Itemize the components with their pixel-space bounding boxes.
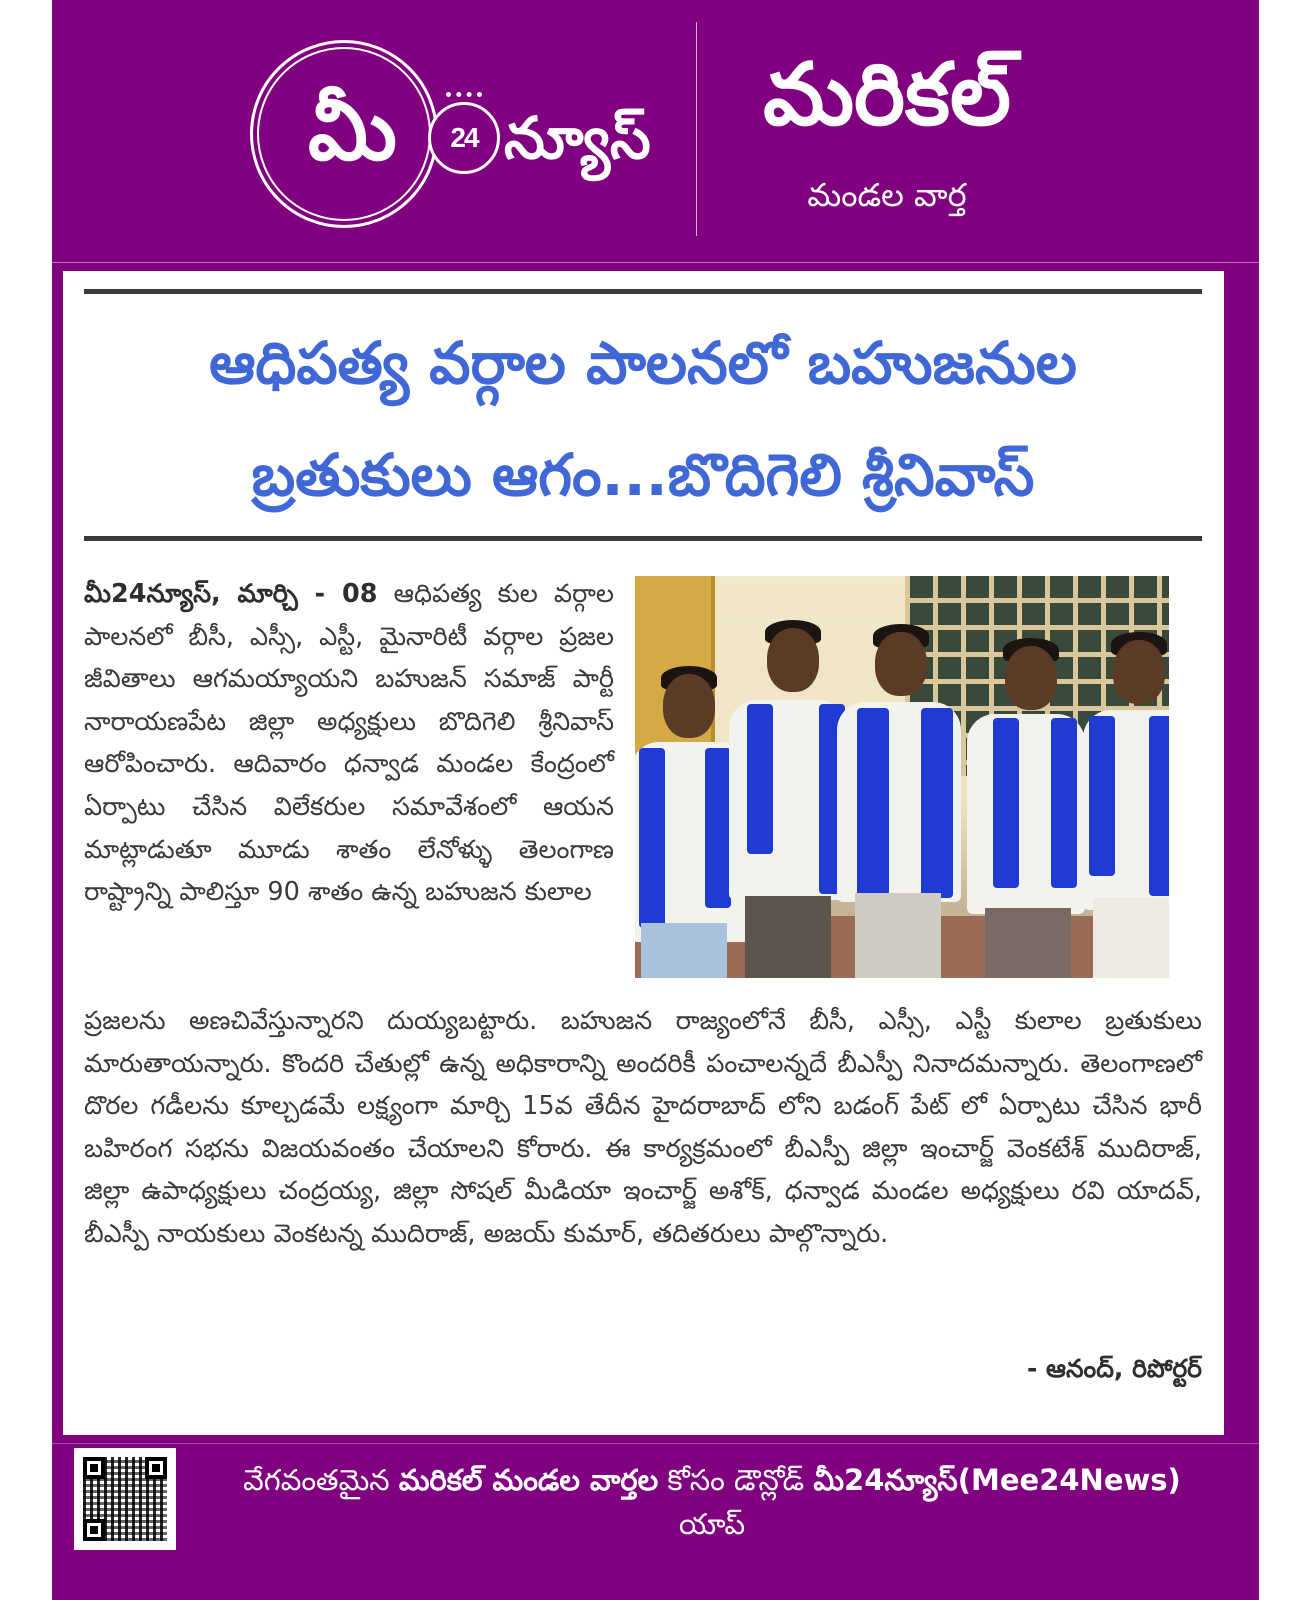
scarf bbox=[857, 708, 889, 898]
head bbox=[663, 674, 715, 738]
footer-text-part: కోసం డౌన్లోడ్ bbox=[658, 1463, 814, 1497]
person-3 bbox=[833, 608, 963, 978]
footer-app-name: మీ24న్యూస్(Mee24News) bbox=[813, 1463, 1181, 1497]
scarf bbox=[1051, 718, 1077, 888]
qr-finder bbox=[145, 1457, 167, 1479]
headline-line-2: బ్రతుకులు ఆగం...బొదిగెలి శ్రీనివాస్ bbox=[251, 441, 1035, 509]
head bbox=[1005, 646, 1057, 710]
headline-rule-bottom bbox=[84, 536, 1202, 541]
article-photo bbox=[635, 576, 1169, 978]
person-5 bbox=[1083, 616, 1169, 978]
footer-place-name: మరికల్ మండల వార్తల bbox=[398, 1463, 659, 1497]
article-card bbox=[63, 271, 1224, 1435]
pants bbox=[1093, 898, 1169, 978]
scarf bbox=[747, 704, 773, 854]
pants bbox=[985, 908, 1071, 978]
mee24news-logo bbox=[250, 40, 680, 230]
footer-rule bbox=[52, 1443, 1259, 1444]
qr-code-pattern bbox=[83, 1457, 167, 1541]
logo-clock-number: 24 bbox=[450, 122, 478, 153]
logo-text-news: న్యూస్ bbox=[504, 104, 651, 172]
headline bbox=[84, 307, 1202, 531]
scarf bbox=[1149, 716, 1169, 896]
qr-code-icon[interactable] bbox=[74, 1448, 176, 1550]
alarm-clock-icon bbox=[428, 102, 500, 174]
masthead-divider bbox=[696, 22, 697, 236]
pants bbox=[641, 923, 727, 978]
pants bbox=[745, 896, 831, 978]
head bbox=[875, 632, 927, 696]
headline-rule-top bbox=[84, 289, 1202, 294]
place-subtitle: మండల వార్త bbox=[807, 176, 967, 214]
article-body-continued: ప్రజలను అణచివేస్తున్నారని దుయ్యబట్టారు. బహుజన రాజ్యంలోనే బీసీ, ఎస్సీ, ఎస్టీ కులాల బ్రతుకులు మారుతాయన్నారు. కొందరి చేతుల్లో ఉన్న అధికారాన్ని అందరికీ పంచాలన్నదే బీఎస్పీ నినాదమన్నారు. తెలంగాణలో దొరల గడీలను కూల్చడమే లక్ష్యంగా మార్చి 15వ తేదీన హైదరాబాద్ లోని బడంగ్ పేట్ లో ఏర్పాటు చేసిన భారీ బహిరంగ సభను విజయవంతం చేయాలని కోరారు. ఈ కార్యక్రమంలో బీఎస్పీ జిల్లా ఇంచార్జ్ వెంకటేశ్ ముదిరాజ్, జిల్లా ఉపాధ్యక్షులు చంద్రయ్య, జిల్లా సోషల్ మీడియా ఇంచార్జ్ అశోక్, ధన్వాడ మండల అధ్యక్షులు రవి యాదవ్, బీఎస్పీ నాయకులు వెంకటన్న ముదిరాజ్, అజయ్ కుమార్, తదితరులు పాల్గొన్నారు. bbox=[84, 1006, 1202, 1249]
scarf bbox=[921, 708, 953, 898]
masthead-rule bbox=[52, 262, 1259, 263]
qr-finder bbox=[83, 1519, 105, 1541]
place-title: మరికల్ bbox=[763, 45, 1011, 145]
footer-text-part: వేగవంతమైన bbox=[243, 1463, 399, 1497]
person-4 bbox=[965, 618, 1090, 978]
news-page bbox=[52, 0, 1259, 1600]
pants bbox=[855, 893, 941, 978]
headline-line-1: ఆధిపత్య వర్గాల పాలనలో బహుజనుల bbox=[209, 329, 1077, 397]
article-body-column bbox=[84, 573, 614, 914]
qr-finder bbox=[83, 1457, 105, 1479]
logo-text-mee: మీ bbox=[308, 81, 397, 179]
footer-text-part: యాప్ bbox=[678, 1507, 746, 1541]
scarf bbox=[1089, 716, 1115, 876]
byline: - ఆనంద్, రిపోర్టర్ bbox=[1026, 1354, 1202, 1383]
scarf bbox=[639, 748, 665, 928]
head bbox=[1113, 640, 1165, 704]
dateline: మీ24న్యూస్, మార్చి - 08 bbox=[84, 579, 378, 609]
scarf bbox=[993, 718, 1019, 888]
footer-download-text bbox=[192, 1458, 1232, 1546]
masthead bbox=[52, 0, 1259, 262]
article-body-part-1: ఆధిపత్య కుల వర్గాల పాలనలో బీసీ, ఎస్సీ, ఎస్టీ, మైనారిటీ వర్గాల ప్రజల జీవితాలు ఆగమయ్యాయని బహుజన్ సమాజ్ పార్టీ నారాయణపేట జిల్లా అధ్యక్షులు బొదిగెలి శ్రీనివాస్ ఆరోపించారు. ఆదివారం ధన్వాడ మండల కేంద్రంలో ఏర్పాటు చేసిన విలేకరుల సమావేశంలో ఆయన మాట్లాడుతూ మూడు శాతం లేనోళ్ళు తెలంగాణ రాష్ట్రాన్ని పాలిస్తూ 90 శాతం ఉన్న బహుజన కులాల bbox=[84, 579, 615, 908]
head bbox=[767, 628, 819, 692]
